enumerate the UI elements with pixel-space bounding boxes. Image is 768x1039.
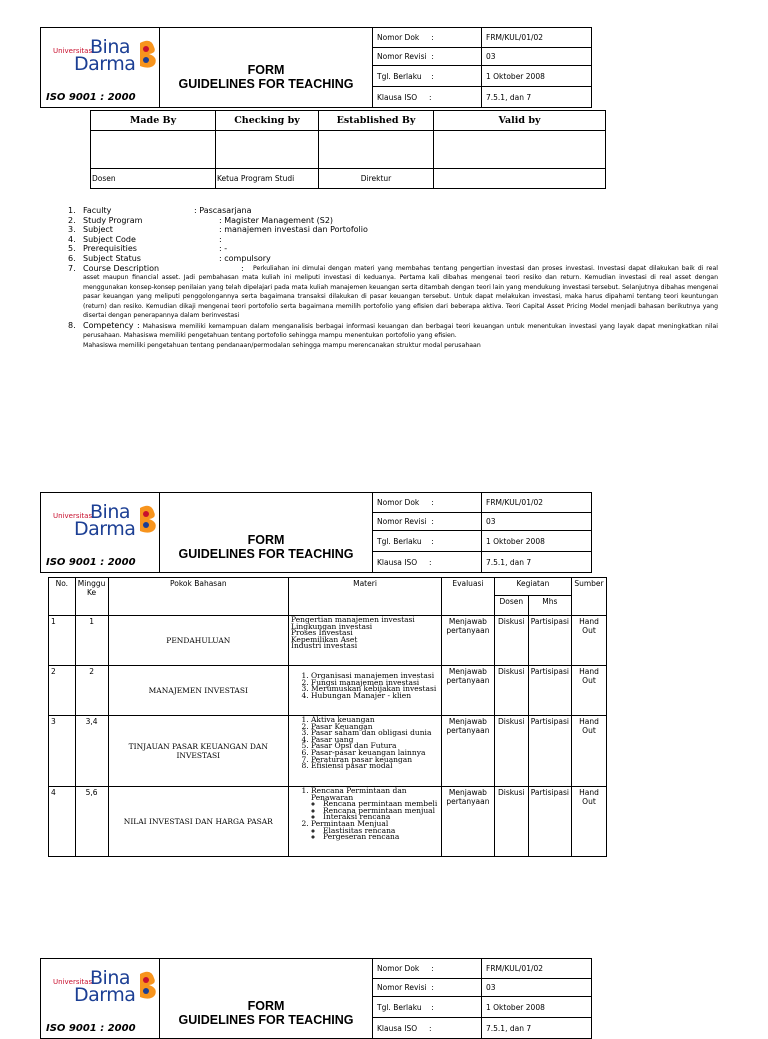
col-evaluasi: Evaluasi bbox=[442, 578, 495, 616]
col-minggu: Minggu Ke bbox=[75, 578, 108, 616]
row-mhs: Partisipasi bbox=[528, 666, 571, 716]
logo-cell bbox=[41, 493, 160, 573]
signature-table bbox=[90, 110, 606, 189]
info-row: 6. Subject Status : compulsory bbox=[68, 253, 271, 263]
logo-cell bbox=[41, 959, 160, 1039]
row-mhs: Partisipasi bbox=[528, 787, 571, 857]
row-sumber: Hand Out bbox=[571, 666, 606, 716]
form-title: FORM GUIDELINES FOR TEACHING bbox=[160, 959, 373, 1039]
row-sumber: Hand Out bbox=[571, 616, 606, 666]
signature-space bbox=[216, 131, 319, 169]
course-info bbox=[68, 206, 718, 350]
meta-value: 1 Oktober 2008 bbox=[482, 997, 592, 1018]
info-row: 1. Faculty : Pascasarjana bbox=[68, 206, 252, 215]
competency-text: Mahasiswa memiliki kemampuan dalam menganalisis berbagai informasi keuangan dan berbagai teori keuangan untuk menentukan investasi yang layak dapat meningkatkan nilai perusahaan. Mahasiswa memiliki pengetahuan tentang portofolio sehingga mampu menentukan portofolio yang efisien. bbox=[83, 322, 718, 340]
valid-by-header: Valid by bbox=[434, 111, 606, 131]
logo-bina-text: Bina bbox=[90, 36, 130, 58]
meta-label: Nomor Revisi : bbox=[373, 48, 482, 66]
university-logo: Universitas Bina Darma bbox=[47, 499, 157, 535]
meta-value: FRM/KUL/01/02 bbox=[482, 959, 592, 979]
col-mhs: Mhs bbox=[528, 596, 571, 616]
col-kegiatan: Kegiatan bbox=[494, 578, 571, 596]
row-dosen: Diskusi bbox=[494, 716, 528, 787]
info-row: 5. Prerequisities : - bbox=[68, 244, 228, 254]
row-materi: 1. Aktiva keuangan 2. Pasar Keuangan 3. Pasar saham dan obligasi dunia 4. Pasar uang 5. Pasar Opsi dan Futura 6. Pasar-pasar keuangan lainnya 7. Peraturan pasar keuangan 8. Efisiensi pasar modal bbox=[289, 716, 442, 787]
signer-valid bbox=[434, 169, 606, 189]
meta-value: 7.5.1, dan 7 bbox=[482, 87, 592, 108]
form-title: FORM GUIDELINES FOR TEACHING bbox=[160, 493, 373, 573]
meta-value: 03 bbox=[482, 48, 592, 66]
row-materi: Pengertian manajemen investasi Lingkungan investasi Proses Investasi Kepemilikan Aset Industri investasi bbox=[289, 616, 442, 666]
row-minggu: 1 bbox=[75, 616, 108, 666]
signer-direktur: Direktur bbox=[319, 169, 434, 189]
row-mhs: Partisipasi bbox=[528, 716, 571, 787]
logo-universitas-text: Universitas bbox=[53, 47, 93, 55]
signer-kaprodi: Ketua Program Studi bbox=[216, 169, 319, 189]
col-sumber: Sumber bbox=[571, 578, 606, 616]
checking-by-header: Checking by bbox=[216, 111, 319, 131]
row-mhs: Partisipasi bbox=[528, 616, 571, 666]
row-dosen: Diskusi bbox=[494, 787, 528, 857]
row-minggu: 3,4 bbox=[75, 716, 108, 787]
iso-label: ISO 9001 : 2000 bbox=[46, 1023, 136, 1034]
logo-mark-icon bbox=[137, 504, 159, 534]
row-pokok: TINJAUAN PASAR KEUANGAN DAN INVESTASI bbox=[108, 716, 288, 787]
form-header: Universitas Bina Darma ISO 9001 : 2000 FORM GUIDELINES FOR TEACHING Nomor Dok : FRM/KUL/01/02 Nomor Revisi : 03 Tgl. Berlaku : 1 Oktober 2008 Klausa ISO : 7.5.1, dan 7 bbox=[40, 492, 592, 573]
meta-label: Nomor Dok : bbox=[373, 28, 482, 48]
meta-value: 03 bbox=[482, 513, 592, 531]
course-description: Perkuliahan ini dimulai dengan materi yang membahas tentang pengertian investasi dan proses investasi. Investasi dapat dilakukan baik di real asset maupun financial asset. Jadi pembahasan mata kuliah ini meliputi investasi di keduanya. Pertama kali dibahas mengenai teori resiko dan return. Kemudian investasi di real asset dengan menggunakan konsep-konsep penilaian yang telah dipelajari pada mata kuliah manajemen keuangan serta ditambah dengan teori lain yang mendukung investasi tersebut. Selanjutnya dibahas mengenai pasar keuangan yang meliputi penggolongannya serta bagaimana transaksi dilakukan di pasar keuangan tersebut. Untuk dapat melakukan investasi, maka harus dipahami tentang teori keuntungan (return) dan resiko. Kemudian dikaji mengenai teori portofolio serta bagaimana memilih portofolio yang efisien dari beberapa aktiva. Teori Capital Asset Pricing Model menjadi bahasan berikutnya yang disertai dengan penerapannya dalam berinvestasi bbox=[83, 264, 718, 320]
row-sumber: Hand Out bbox=[571, 716, 606, 787]
info-row: 7. Course Description : bbox=[68, 263, 244, 273]
meta-value: FRM/KUL/01/02 bbox=[482, 493, 592, 513]
signature-space bbox=[91, 131, 216, 169]
row-pokok: NILAI INVESTASI DAN HARGA PASAR bbox=[108, 787, 288, 857]
row-evaluasi: Menjawab pertanyaan bbox=[442, 787, 495, 857]
meta-label: Tgl. Berlaku : bbox=[373, 66, 482, 87]
logo-mark-icon bbox=[137, 39, 159, 69]
row-minggu: 5,6 bbox=[75, 787, 108, 857]
table-row bbox=[49, 716, 607, 787]
competency-text-2: Mahasiswa memiliki pengetahuan tentang pendanaan/permodalan sehingga mampu merencanakan struktur modal perusahaan bbox=[83, 341, 481, 349]
row-no: 4 bbox=[49, 787, 76, 857]
syllabus-table bbox=[48, 577, 607, 857]
competency-row: 8. Competency : Mahasiswa memiliki kemampuan dalam menganalisis berbagai informasi keuangan dan berbagai teori keuangan untuk menentukan investasi yang layak dapat meningkatkan nilai perusahaan. Mahasiswa memiliki pengetahuan tentang portofolio sehingga mampu menentukan portofolio yang efisien. Mahasiswa memiliki pengetahuan tentang pendanaan/permodalan sehingga mampu merencanakan struktur modal perusahaan bbox=[68, 320, 718, 349]
meta-value: FRM/KUL/01/02 bbox=[482, 28, 592, 48]
row-no: 1 bbox=[49, 616, 76, 666]
signature-space bbox=[319, 131, 434, 169]
logo-cell bbox=[41, 28, 160, 108]
info-row: 3. Subject : manajemen investasi dan Portofolio bbox=[68, 225, 368, 235]
meta-value: 03 bbox=[482, 979, 592, 997]
info-row: 4. Subject Code : bbox=[68, 234, 222, 244]
logo-mark-icon bbox=[137, 970, 159, 1000]
row-minggu: 2 bbox=[75, 666, 108, 716]
table-row bbox=[49, 616, 607, 666]
row-no: 3 bbox=[49, 716, 76, 787]
form-header: Universitas Bina Darma ISO 9001 : 2000 FORM GUIDELINES FOR TEACHING Nomor Dok : FRM/KUL/01/02 Nomor Revisi : 03 Tgl. Berlaku : 1 Oktober 2008 Klausa ISO : 7.5.1, dan 7 bbox=[40, 958, 592, 1039]
col-no: No. bbox=[49, 578, 76, 616]
table-row bbox=[49, 666, 607, 716]
made-by-header: Made By bbox=[91, 111, 216, 131]
university-logo bbox=[47, 34, 157, 75]
iso-label: ISO 9001 : 2000 bbox=[46, 92, 136, 103]
signer-dosen: Dosen bbox=[91, 169, 216, 189]
row-evaluasi: Menjawab pertanyaan bbox=[442, 716, 495, 787]
row-dosen: Diskusi bbox=[494, 666, 528, 716]
row-sumber: Hand Out bbox=[571, 787, 606, 857]
col-pokok: Pokok Bahasan bbox=[108, 578, 288, 616]
info-row: 2. Study Program : Magister Management (S2) bbox=[68, 215, 334, 225]
row-no: 2 bbox=[49, 666, 76, 716]
title-line-1: FORM bbox=[247, 62, 285, 77]
signature-space bbox=[434, 131, 606, 169]
table-row bbox=[49, 787, 607, 857]
form-header bbox=[40, 27, 592, 108]
title-line-2: GUIDELINES FOR TEACHING bbox=[178, 76, 354, 91]
established-by-header: Established By bbox=[319, 111, 434, 131]
meta-label: Klausa ISO : bbox=[373, 87, 482, 108]
logo-darma-text: Darma bbox=[74, 53, 136, 75]
meta-value: 7.5.1, dan 7 bbox=[482, 1018, 592, 1039]
meta-value: 1 Oktober 2008 bbox=[482, 531, 592, 552]
form-title bbox=[160, 28, 373, 108]
col-dosen: Dosen bbox=[494, 596, 528, 616]
row-evaluasi: Menjawab pertanyaan bbox=[442, 666, 495, 716]
row-pokok: MANAJEMEN INVESTASI bbox=[108, 666, 288, 716]
university-logo: Universitas Bina Darma bbox=[47, 965, 157, 1001]
row-dosen: Diskusi bbox=[494, 616, 528, 666]
meta-value: 7.5.1, dan 7 bbox=[482, 552, 592, 573]
iso-label: ISO 9001 : 2000 bbox=[46, 557, 136, 568]
meta-value: 1 Oktober 2008 bbox=[482, 66, 592, 87]
meta-label: Nomor Dok : bbox=[373, 493, 482, 513]
row-evaluasi: Menjawab pertanyaan bbox=[442, 616, 495, 666]
row-materi: 1. Rencana Permintaan dan Penawaran ◦ Rencana permintaan membeli ◦ Rencana permintaan menjual ◦ Interaksi rencana 2. Permintaan Menjual ◦ Elastisitas rencana ◦ Pergeseran rencana bbox=[289, 787, 442, 857]
col-materi: Materi bbox=[289, 578, 442, 616]
row-pokok: PENDAHULUAN bbox=[108, 616, 288, 666]
row-materi: 1. Organisasi manajemen investasi 2. Fungsi manajemen investasi 3. Merumuskan kebijakan investasi 4. Hubungan Manajer - klien bbox=[289, 666, 442, 716]
